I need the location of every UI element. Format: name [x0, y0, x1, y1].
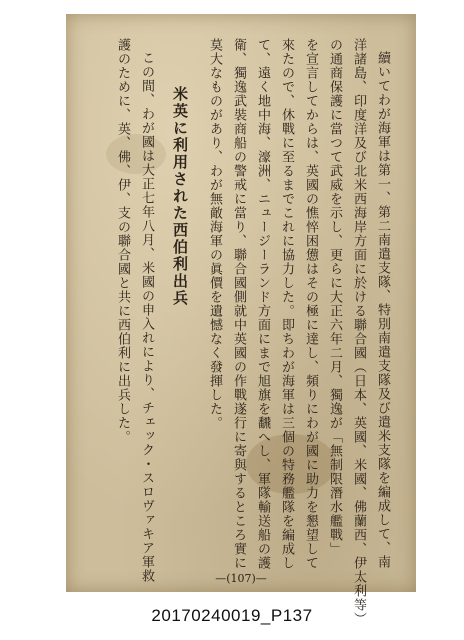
text-column: て、遠く地中海、濠洲、ニュージーランド方面にまで旭旗を飜へし、軍隊輸送船の護 — [255, 38, 270, 570]
text-column: 莫大なものがあり、わが無敵海軍の眞價を遺憾なく發揮した。 — [207, 38, 222, 430]
section-heading: 米英に利用された西伯利出兵 — [171, 86, 189, 307]
text-column: 續いてわが海軍は第一、第二南遣支隊、特別南遣支隊及び遣米支隊を編成して、南 — [375, 51, 390, 569]
page-number: —(107)— — [215, 572, 267, 585]
text-column: 護のために、英、佛、伊、支の聯合國と共に西伯利に出兵した。 — [115, 38, 130, 444]
text-column: 洋諸島、印度洋及び北米西海岸方面に於ける聯合國（日本、英國、米國、佛蘭西、伊太利等） — [351, 38, 366, 626]
text-column: 衛、獨逸武裝商船の警戒に當り、聯合國側就中英國の作戰遂行に寄與するところ實に — [231, 38, 246, 570]
text-column: 來たので、休戰に至るまでこれに協力した。即ちわが海軍は三個の特務艦隊を編成し — [279, 38, 294, 570]
text-column: を宣言してからは、英國の憔悴困憊はその極に達し、頻りにわが國に助力を懇望して — [303, 38, 318, 570]
text-column: この間、わが國は大正七年八月、米國の申入れにより、チェック・スロヴァキア軍救 — [139, 51, 154, 583]
text-column: の通商保護に當つて武威を示し、更らに大正六年二月、獨逸が「無制限潛水艦戰」 — [327, 38, 342, 556]
image-caption: 20170240019_P137 — [151, 606, 313, 625]
